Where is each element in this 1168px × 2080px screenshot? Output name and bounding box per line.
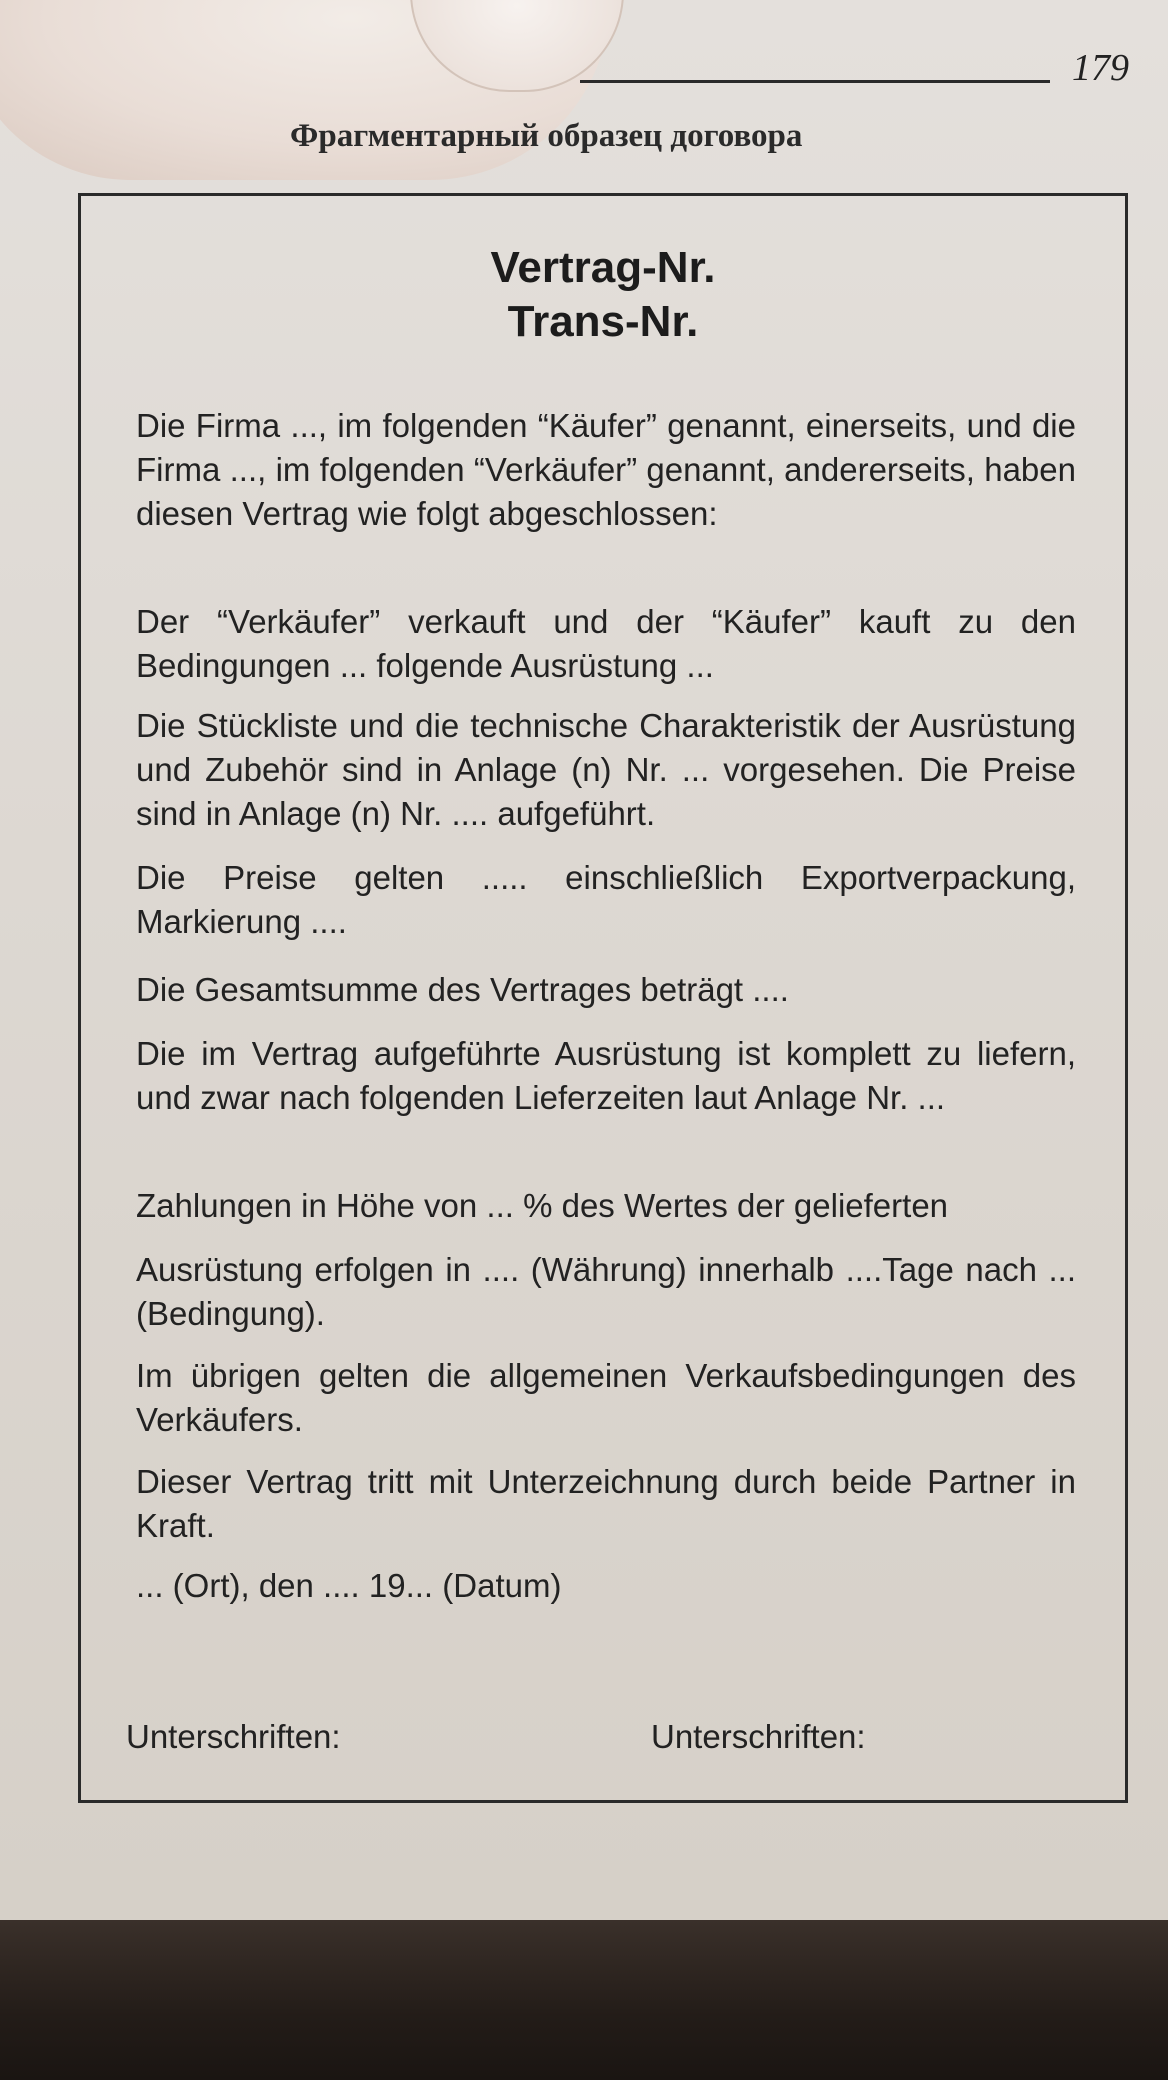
- contract-box: [78, 193, 1128, 1803]
- header-rule: [580, 80, 1050, 83]
- paragraph: Dieser Vertrag tritt mit Unterzeichnung durch beide Partner in Kraft.: [136, 1463, 1076, 1544]
- paragraph: Die im Vertrag aufgeführte Ausrüstung ist komplett zu liefern, und zwar nach folgenden Lieferzeiten laut Anlage Nr. ...: [136, 1035, 1076, 1116]
- signature-label-left: Unterschriften:: [126, 1718, 341, 1755]
- page-number: 179: [1072, 47, 1129, 89]
- paragraph: Ausrüstung erfolgen in .... (Währung) innerhalb ....Tage nach ... (Bedingung).: [136, 1251, 1076, 1332]
- paragraph: Die Gesamtsumme des Vertrages beträgt ....: [136, 971, 789, 1008]
- paragraph: Die Stückliste und die technische Charakteristik der Ausrüstung und Zubehör sind in Anlage (n) Nr. ... vorgesehen. Die Preise sind in Anlage (n) Nr. .... aufgeführt.: [136, 707, 1076, 832]
- paragraph: Die Firma ..., im folgenden “Käufer” genannt, einerseits, und die Firma ..., im folgenden “Verkäufer” genannt, andererseits, haben diesen Vertrag wie folgt abgeschlossen:: [136, 407, 1076, 532]
- signature-label-right: Unterschriften:: [651, 1718, 866, 1755]
- paragraph: Die Preise gelten ..... einschließlich Exportverpackung, Markierung ....: [136, 859, 1076, 940]
- paragraph: Zahlungen in Höhe von ... % des Wertes der gelieferten: [136, 1187, 949, 1224]
- contract-subtitle: Trans-Nr.: [507, 297, 699, 346]
- contract-title: Vertrag-Nr.: [490, 243, 716, 292]
- paragraph: Im übrigen gelten die allgemeinen Verkaufsbedingungen des Verkäufers.: [136, 1357, 1076, 1438]
- place-date-line: ... (Ort), den .... 19... (Datum): [136, 1567, 562, 1604]
- paragraph: Der “Verkäufer” verkauft und der “Käufer” kauft zu den Bedingungen ... folgende Ausrüstung ...: [136, 603, 1076, 684]
- running-head: Фрагментарный образец договора: [290, 118, 803, 154]
- table-surface: [0, 1920, 1168, 2080]
